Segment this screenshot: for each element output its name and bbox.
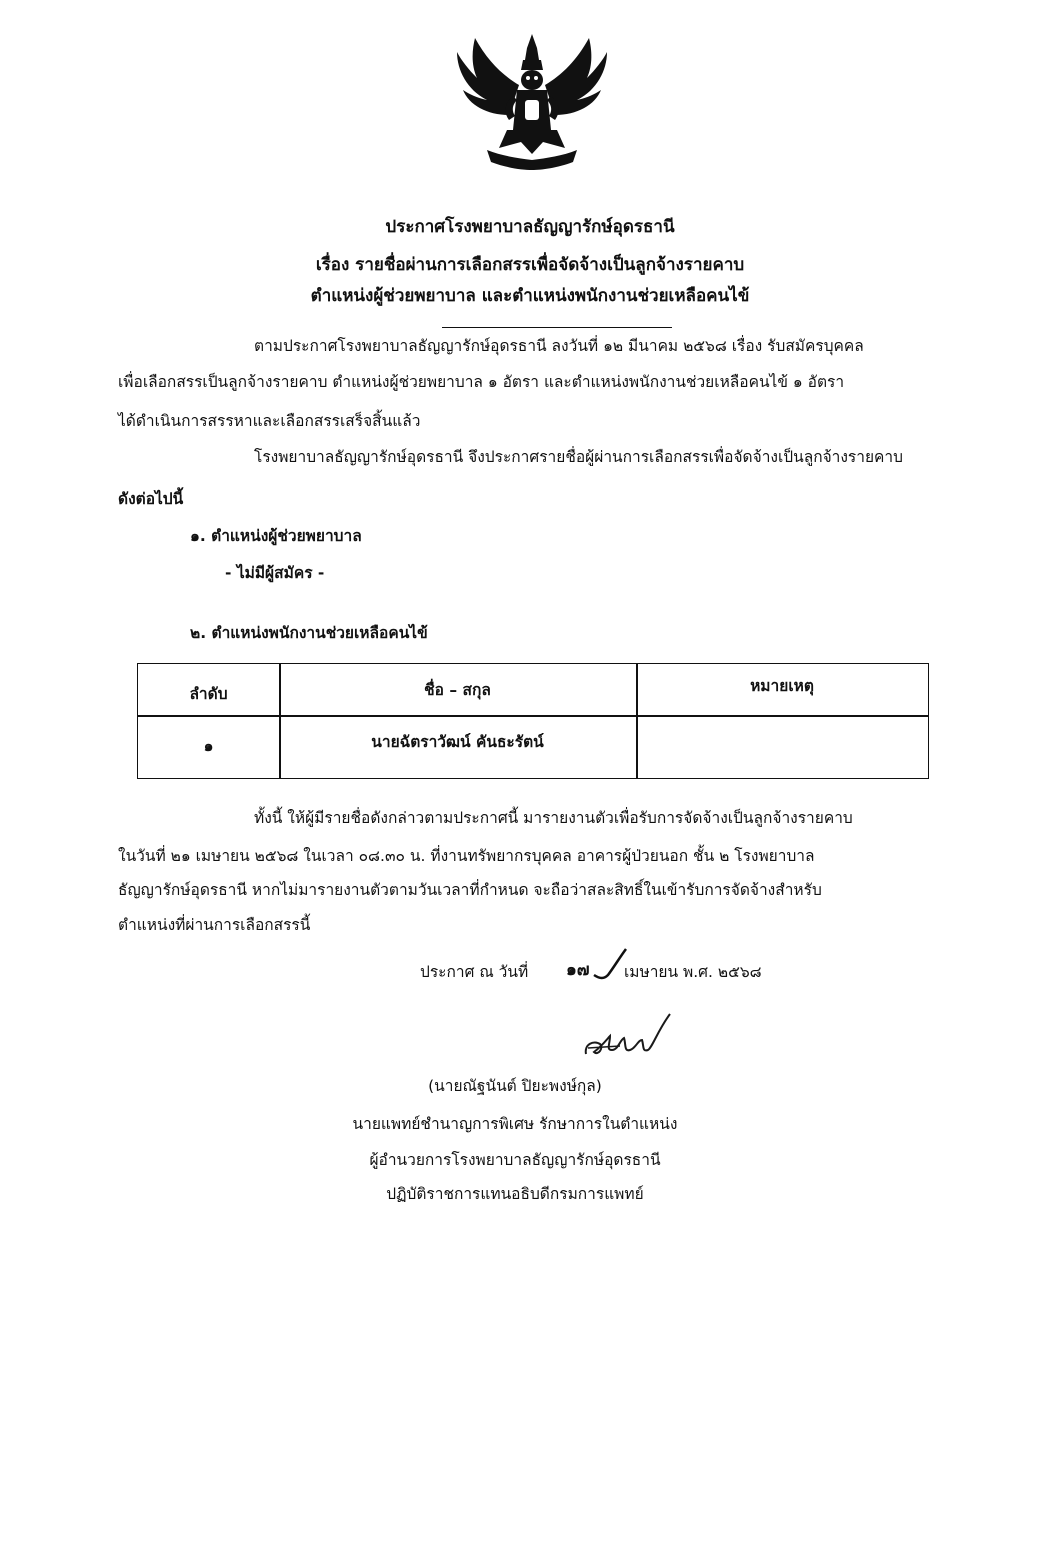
signatory-title-1: นายแพทย์ชำนาญการพิเศษ รักษาการในตำแหน่ง [352,1115,678,1133]
signatory-title-3: ปฏิบัติราชการแทนอธิบดีกรมการแพทย์ [386,1185,644,1203]
candidate-table [137,663,929,779]
paragraph-2-line-2: ดังต่อไปนี้ [118,490,184,508]
signatory-name: (นายณัฐนันต์ ปิยะพงษ์กุล) [428,1077,602,1095]
paragraph-1-line-3: ได้ดำเนินการสรรหาและเลือกสรรเสร็จสิ้นแล้ว [118,412,421,430]
table-header-name: ชื่อ – สกุล [424,681,491,699]
section-2-heading: ๒. ตำแหน่งพนักงานช่วยเหลือคนไข้ [190,624,428,642]
closing-line-1: ทั้งนี้ ให้ผู้มีรายชื่อดังกล่าวตามประกาศนี้ มารายงานตัวเพื่อรับการจัดจ้างเป็นลูกจ้างรายคาบ [254,809,853,827]
paragraph-2-line-1: โรงพยาบาลธัญญารักษ์อุดรธานี จึงประกาศรายชื่อผู้ผ่านการเลือกสรรเพื่อจัดจ้างเป็นลูกจ้างรายคาบ [254,448,903,466]
date-month-year: เมษายน พ.ศ. ๒๕๖๘ [624,963,762,981]
garuda-emblem-icon [447,30,617,180]
signature-icon [580,1010,680,1070]
closing-line-3: ธัญญารักษ์อุดรธานี หากไม่มารายงานตัวตามวันเวลาที่กำหนด จะถือว่าสละสิทธิ์ในเข้ารับการจัดจ้างสำหรับ [118,881,822,899]
announcement-positions: ตำแหน่งผู้ช่วยพยาบาล และตำแหน่งพนักงานช่วยเหลือคนไข้ [310,286,750,306]
closing-line-4: ตำแหน่งที่ผ่านการเลือกสรรนี้ [118,916,311,934]
title-divider [442,327,672,328]
table-row-name: นายฉัตราวัฒน์ คันธะรัตน์ [371,733,544,751]
handwritten-tick-icon [590,945,630,985]
announcement-title: ประกาศโรงพยาบาลธัญญารักษ์อุดรธานี [385,217,675,237]
announcement-subject: เรื่อง รายชื่อผ่านการเลือกสรรเพื่อจัดจ้างเป็นลูกจ้างรายคาบ [315,255,745,275]
table-header-remark: หมายเหตุ [750,677,814,695]
closing-line-2: ในวันที่ ๒๑ เมษายน ๒๕๖๘ ในเวลา ๐๘.๓๐ น. ที่งานทรัพยากรบุคคล อาคารผู้ป่วยนอก ชั้น ๒ โรงพยาบาล [118,847,815,865]
date-prefix: ประกาศ ณ วันที่ [420,963,529,981]
paragraph-1-line-1: ตามประกาศโรงพยาบาลธัญญารักษ์อุดรธานี ลงวันที่ ๑๒ มีนาคม ๒๕๖๘ เรื่อง รับสมัครบุคคล [254,337,864,355]
section-1-heading: ๑. ตำแหน่งผู้ช่วยพยาบาล [190,527,362,545]
table-row-order: ๑ [203,737,214,755]
table-header-divider [138,715,928,717]
section-1-note: - ไม่มีผู้สมัคร - [225,564,325,582]
date-day: ๑๗ [566,960,590,980]
table-header-order: ลำดับ [189,685,228,703]
paragraph-1-line-2: เพื่อเลือกสรรเป็นลูกจ้างรายคาบ ตำแหน่งผู้ช่วยพยาบาล ๑ อัตรา และตำแหน่งพนักงานช่วยเหลือคนไข้ ๑ อัตรา [118,373,845,391]
signatory-title-2: ผู้อำนวยการโรงพยาบาลธัญญารักษ์อุดรธานี [369,1151,661,1169]
